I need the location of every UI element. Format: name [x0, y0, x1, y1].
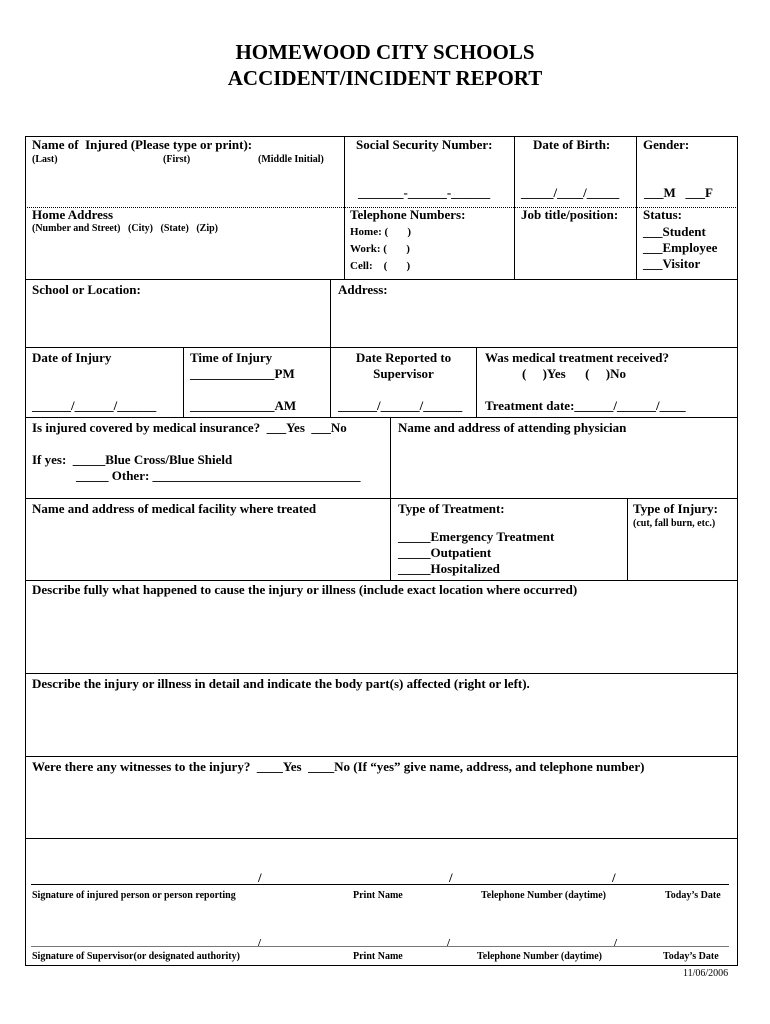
physician-label: Name and address of attending physician: [398, 420, 627, 435]
separator-slash: /: [258, 937, 262, 949]
gender-field[interactable]: ___M ___F: [644, 185, 713, 200]
job-title-label: Job title/position:: [521, 207, 619, 222]
medical-treatment-options[interactable]: ( )Yes ( )No: [522, 366, 626, 381]
row-divider: [25, 347, 738, 348]
supervisor-print-name-label: Print Name: [353, 951, 403, 962]
telephone-label: Telephone Numbers:: [350, 207, 466, 222]
time-am-field[interactable]: _____________AM: [190, 398, 297, 413]
row-divider: [25, 417, 738, 418]
treatment-type-label: Type of Treatment:: [398, 501, 505, 516]
home-phone-field[interactable]: Home: ( ): [350, 226, 412, 238]
status-visitor-option[interactable]: ___Visitor: [643, 256, 701, 271]
ssn-field[interactable]: _______-______-______: [358, 185, 491, 200]
reporter-signature-line[interactable]: [31, 884, 729, 885]
row-divider: [25, 673, 738, 674]
last-name-hint: (Last): [32, 154, 58, 165]
date-reported-field[interactable]: ______/______/______: [338, 398, 463, 413]
medical-facility-label: Name and address of medical facility where treated: [32, 501, 317, 516]
time-pm-field[interactable]: _____________PM: [190, 366, 295, 381]
medical-treatment-question: Was medical treatment received?: [485, 350, 669, 365]
row-divider: [25, 580, 738, 581]
insurance-bcbs-option[interactable]: If yes: _____Blue Cross/Blue Shield: [32, 452, 233, 467]
treatment-date-field[interactable]: Treatment date:______/______/____: [485, 398, 686, 413]
divider: [627, 498, 628, 580]
work-phone-field[interactable]: Work: ( ): [350, 243, 410, 255]
ssn-label: Social Security Number:: [356, 137, 493, 152]
home-address-label: Home Address: [32, 207, 114, 222]
date-of-injury-field[interactable]: ______/______/______: [32, 398, 157, 413]
injury-type-label: Type of Injury:: [633, 501, 718, 516]
middle-initial-hint: (Middle Initial): [258, 154, 324, 165]
school-location-label: School or Location:: [32, 282, 141, 297]
date-reported-label-2: Supervisor: [373, 366, 434, 381]
emergency-treatment-option[interactable]: _____Emergency Treatment: [398, 529, 555, 544]
date-reported-label: Date Reported to: [355, 350, 452, 365]
divider: [476, 347, 477, 417]
supervisor-date-label: Today’s Date: [663, 951, 719, 962]
witnesses-question: Were there any witnesses to the injury? ____Yes ____No (If “yes” give name, address, and telephone number): [32, 759, 645, 774]
divider: [390, 498, 391, 580]
separator-slash: /: [258, 870, 262, 885]
separator-slash: /: [614, 937, 618, 949]
status-label: Status:: [643, 207, 683, 222]
revision-date: 11/06/2006: [683, 968, 729, 979]
divider: [390, 417, 391, 498]
form-title-line2: ACCIDENT/INCIDENT REPORT: [227, 66, 543, 90]
outpatient-option[interactable]: _____Outpatient: [398, 545, 492, 560]
row-divider: [25, 838, 738, 839]
school-address-label: Address:: [338, 282, 388, 297]
dob-field[interactable]: _____/____/_____: [521, 185, 620, 200]
reporter-signature-label: Signature of injured person or person reporting: [32, 890, 236, 901]
time-of-injury-label: Time of Injury: [190, 350, 273, 365]
cause-description-label: Describe fully what happened to cause the injury or illness (include exact location where occurred): [32, 582, 578, 597]
row-divider: [25, 498, 738, 499]
status-employee-option[interactable]: ___Employee: [643, 240, 718, 255]
separator-slash: /: [447, 937, 451, 949]
injured-name-label: Name of Injured (Please type or print):: [32, 137, 253, 152]
separator-slash: /: [449, 870, 453, 885]
reporter-telephone-label: Telephone Number (daytime): [481, 890, 606, 901]
divider: [344, 136, 345, 207]
dob-label: Date of Birth:: [533, 137, 611, 152]
separator-slash: /: [612, 870, 616, 885]
supervisor-telephone-label: Telephone Number (daytime): [477, 951, 602, 962]
injury-detail-label: Describe the injury or illness in detail and indicate the body part(s) affected (right or left).: [32, 676, 530, 691]
home-address-hint: (Number and Street) (City) (State) (Zip): [32, 223, 218, 234]
reporter-print-name-label: Print Name: [353, 890, 403, 901]
form-title-line1: HOMEWOOD CITY SCHOOLS: [235, 40, 535, 64]
injury-type-hint: (cut, fall burn, etc.): [633, 518, 716, 529]
status-student-option[interactable]: ___Student: [643, 224, 706, 239]
insurance-question: Is injured covered by medical insurance? ___Yes ___No: [32, 420, 347, 435]
row-divider: [25, 756, 738, 757]
hospitalized-option[interactable]: _____Hospitalized: [398, 561, 500, 576]
gender-label: Gender:: [643, 137, 690, 152]
first-name-hint: (First): [163, 154, 191, 165]
date-of-injury-label: Date of Injury: [32, 350, 112, 365]
divider: [183, 347, 184, 417]
cell-phone-field[interactable]: Cell: ( ): [350, 260, 411, 272]
reporter-date-label: Today’s Date: [665, 890, 721, 901]
insurance-other-option[interactable]: _____ Other: ________________________________: [76, 468, 361, 483]
supervisor-signature-label: Signature of Supervisor(or designated authority): [32, 951, 240, 962]
supervisor-signature-line[interactable]: [31, 946, 729, 947]
divider: [330, 279, 331, 347]
divider: [344, 207, 345, 279]
row-divider: [25, 279, 738, 280]
